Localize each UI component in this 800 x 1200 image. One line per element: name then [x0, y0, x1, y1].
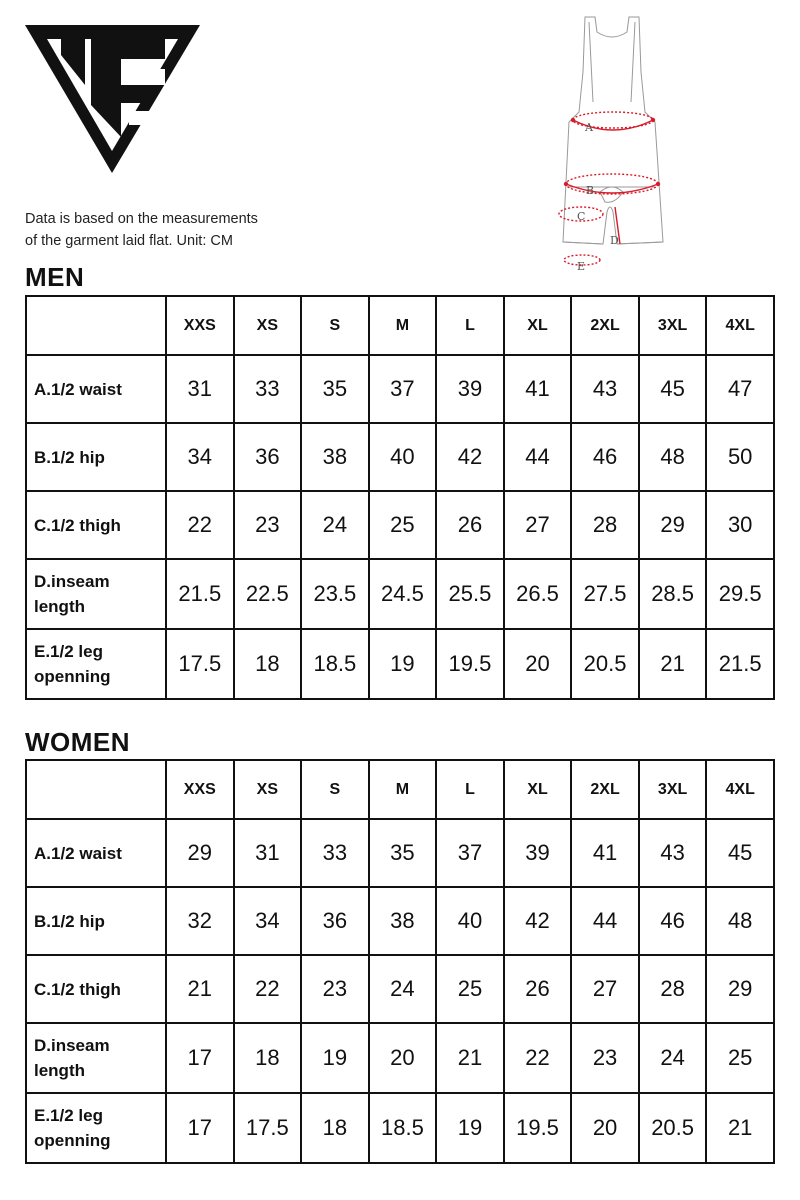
measurement-label: B.1/2 hip — [26, 423, 166, 491]
measurement-value: 26.5 — [504, 559, 572, 629]
measurement-value: 33 — [234, 355, 302, 423]
measurement-value: 25 — [706, 1023, 774, 1093]
size-header-cell: 3XL — [639, 296, 707, 355]
measurement-value: 18.5 — [369, 1093, 437, 1163]
measurement-value: 18 — [234, 1023, 302, 1093]
measurement-value: 20 — [369, 1023, 437, 1093]
measurement-value: 21.5 — [166, 559, 234, 629]
measurement-value: 28 — [571, 491, 639, 559]
measurement-value: 36 — [234, 423, 302, 491]
size-header-cell: M — [369, 296, 437, 355]
header-corner-cell — [26, 296, 166, 355]
measurement-value: 40 — [369, 423, 437, 491]
measurement-value: 42 — [436, 423, 504, 491]
measurement-value: 19 — [436, 1093, 504, 1163]
size-header-cell: 4XL — [706, 296, 774, 355]
measurement-value: 20 — [504, 629, 572, 699]
women-size-table — [25, 759, 775, 1164]
measurement-value: 46 — [571, 423, 639, 491]
size-header-cell: M — [369, 760, 437, 819]
men-section-title: MEN — [25, 262, 85, 292]
measurement-row — [26, 491, 774, 559]
measurement-value: 31 — [234, 819, 302, 887]
measurement-value: 18.5 — [301, 629, 369, 699]
measurement-value: 44 — [571, 887, 639, 955]
measurement-value: 45 — [639, 355, 707, 423]
size-header-cell: 3XL — [639, 760, 707, 819]
measurement-value: 29 — [639, 491, 707, 559]
measurement-value: 41 — [504, 355, 572, 423]
diagram-label-d: D — [610, 234, 619, 247]
size-header-cell: 2XL — [571, 760, 639, 819]
size-header-cell: XL — [504, 760, 572, 819]
measurement-value: 17.5 — [166, 629, 234, 699]
measurement-value: 27.5 — [571, 559, 639, 629]
measurement-label: B.1/2 hip — [26, 887, 166, 955]
measurement-label: A.1/2 waist — [26, 819, 166, 887]
measurement-value: 27 — [504, 491, 572, 559]
measurement-value: 19 — [369, 629, 437, 699]
measurement-row — [26, 559, 774, 629]
size-header-cell: L — [436, 296, 504, 355]
measurement-label: E.1/2 leg openning — [26, 1093, 166, 1163]
measurement-value: 42 — [504, 887, 572, 955]
men-size-table — [25, 295, 775, 700]
measurement-value: 29 — [706, 955, 774, 1023]
measurement-value: 21 — [639, 629, 707, 699]
size-header-cell: XL — [504, 296, 572, 355]
measurement-value: 22 — [504, 1023, 572, 1093]
measurement-value: 20.5 — [571, 629, 639, 699]
measurement-value: 39 — [436, 355, 504, 423]
measurement-value: 23 — [301, 955, 369, 1023]
measurement-value: 43 — [571, 355, 639, 423]
measurement-value: 20.5 — [639, 1093, 707, 1163]
measurement-value: 37 — [436, 819, 504, 887]
size-header-row — [26, 760, 774, 819]
measurement-value: 22 — [234, 955, 302, 1023]
measurement-value: 37 — [369, 355, 437, 423]
measurement-row — [26, 1023, 774, 1093]
measurement-label: E.1/2 leg openning — [26, 629, 166, 699]
measurement-value: 45 — [706, 819, 774, 887]
size-header-cell: 4XL — [706, 760, 774, 819]
measurement-value: 29 — [166, 819, 234, 887]
diagram-label-a: A — [585, 121, 593, 134]
measurement-value: 26 — [436, 491, 504, 559]
measurement-label: D.inseam length — [26, 1023, 166, 1093]
measurement-value: 21 — [706, 1093, 774, 1163]
diagram-label-b: B — [586, 184, 595, 197]
bib-shorts-diagram-icon — [555, 12, 670, 274]
measurement-value: 25 — [436, 955, 504, 1023]
measurement-value: 33 — [301, 819, 369, 887]
measurement-value: 48 — [706, 887, 774, 955]
size-header-cell: S — [301, 760, 369, 819]
measurement-value: 47 — [706, 355, 774, 423]
measurement-value: 43 — [639, 819, 707, 887]
measurement-value: 25 — [369, 491, 437, 559]
measurement-value: 50 — [706, 423, 774, 491]
measurement-value: 25.5 — [436, 559, 504, 629]
measurement-value: 41 — [571, 819, 639, 887]
measurement-row — [26, 1093, 774, 1163]
size-header-cell: XS — [234, 296, 302, 355]
measurement-row — [26, 629, 774, 699]
size-header-cell: XS — [234, 760, 302, 819]
measurement-value: 17.5 — [234, 1093, 302, 1163]
measurement-value: 46 — [639, 887, 707, 955]
measurement-value: 32 — [166, 887, 234, 955]
measurement-value: 22.5 — [234, 559, 302, 629]
measurement-value: 34 — [166, 423, 234, 491]
measurement-value: 48 — [639, 423, 707, 491]
measurement-value: 31 — [166, 355, 234, 423]
diagram-label-e: E — [577, 260, 586, 273]
note-line-1: Data is based on the measurements — [25, 211, 258, 227]
measurement-value: 21 — [166, 955, 234, 1023]
size-header-cell: L — [436, 760, 504, 819]
measurement-value: 19 — [301, 1023, 369, 1093]
header-corner-cell — [26, 760, 166, 819]
brand-triangle-logo-icon — [25, 25, 200, 173]
measurement-value: 24 — [301, 491, 369, 559]
measurement-row — [26, 887, 774, 955]
measurement-value: 28.5 — [639, 559, 707, 629]
measurement-value: 26 — [504, 955, 572, 1023]
measurement-value: 29.5 — [706, 559, 774, 629]
measurement-value: 28 — [639, 955, 707, 1023]
size-header-cell: S — [301, 296, 369, 355]
measurement-label: C.1/2 thigh — [26, 491, 166, 559]
measurement-value: 20 — [571, 1093, 639, 1163]
women-section-title: WOMEN — [25, 727, 131, 757]
measurement-value: 23 — [571, 1023, 639, 1093]
measurement-row — [26, 355, 774, 423]
measurement-label: A.1/2 waist — [26, 355, 166, 423]
measurement-value: 34 — [234, 887, 302, 955]
measurement-value: 21 — [436, 1023, 504, 1093]
measurement-value: 38 — [369, 887, 437, 955]
measurement-value: 24.5 — [369, 559, 437, 629]
size-header-cell: XXS — [166, 296, 234, 355]
measurement-value: 36 — [301, 887, 369, 955]
measurement-value: 40 — [436, 887, 504, 955]
measurement-value: 17 — [166, 1093, 234, 1163]
measurement-value: 23.5 — [301, 559, 369, 629]
diagram-label-c: C — [577, 210, 586, 223]
measurement-value: 17 — [166, 1023, 234, 1093]
measurement-value: 38 — [301, 423, 369, 491]
measurement-value: 35 — [301, 355, 369, 423]
measurement-value: 35 — [369, 819, 437, 887]
measurement-value: 30 — [706, 491, 774, 559]
measurement-value: 39 — [504, 819, 572, 887]
measurement-row — [26, 423, 774, 491]
measurement-value: 24 — [639, 1023, 707, 1093]
measurement-value: 44 — [504, 423, 572, 491]
measurement-row — [26, 819, 774, 887]
measurement-value: 21.5 — [706, 629, 774, 699]
measurement-row — [26, 955, 774, 1023]
measurement-value: 27 — [571, 955, 639, 1023]
measurement-value: 19.5 — [504, 1093, 572, 1163]
size-header-row — [26, 296, 774, 355]
note-line-2: of the garment laid flat. Unit: CM — [25, 233, 233, 249]
measurement-value: 22 — [166, 491, 234, 559]
measurement-note — [25, 208, 258, 252]
measurement-label: C.1/2 thigh — [26, 955, 166, 1023]
size-header-cell: 2XL — [571, 296, 639, 355]
size-header-cell: XXS — [166, 760, 234, 819]
measurement-value: 24 — [369, 955, 437, 1023]
measurement-value: 18 — [301, 1093, 369, 1163]
measurement-value: 19.5 — [436, 629, 504, 699]
measurement-value: 18 — [234, 629, 302, 699]
measurement-label: D.inseam length — [26, 559, 166, 629]
measurement-value: 23 — [234, 491, 302, 559]
